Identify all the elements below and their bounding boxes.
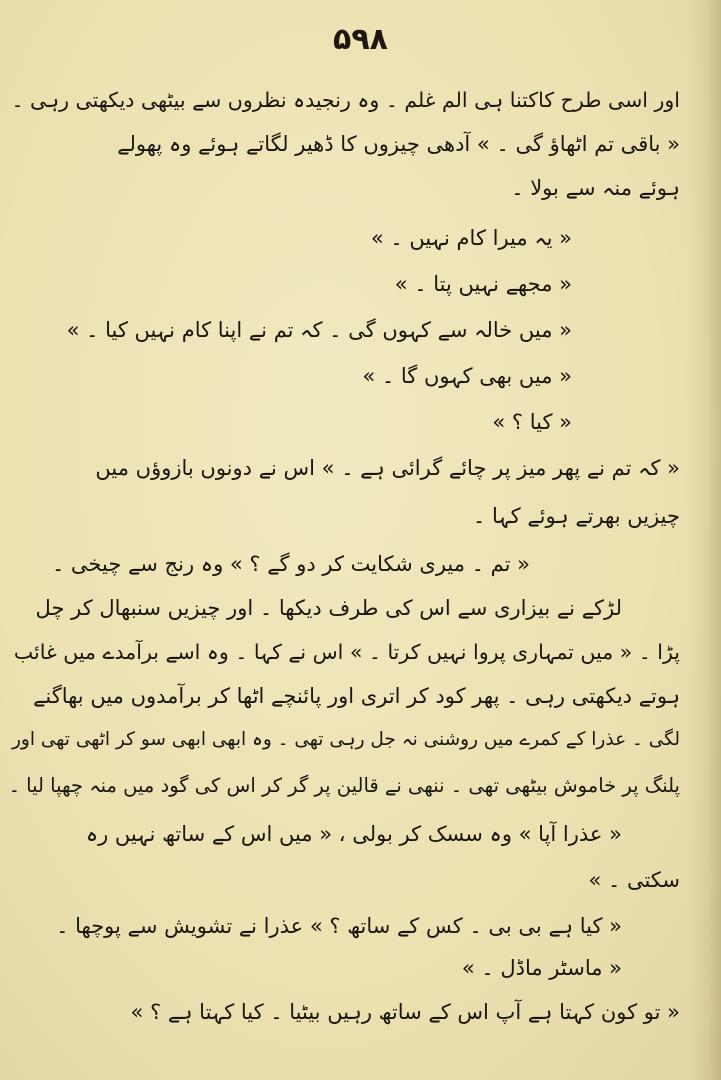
text-line: « تو کون کہتا ہے آپ اس کے ساتھ رہیں بیٹیا ۔ کیا کہتا ہے ؟ » [130, 1000, 680, 1024]
text-line: ہوئے منہ سے بولا ۔ [511, 176, 680, 200]
text-line: « باقی تم اٹھاؤ گی ۔ » آدھی چیزوں کا ڈھیر لگاتے ہوئے وہ پھولے [117, 132, 680, 156]
text-line: « میں بھی کہوں گا ۔ » [362, 364, 572, 388]
text-line: ہوتے دیکھتی رہی ۔ پھر کود کر اتری اور پائنچے اٹھا کر برآمدوں میں بھاگنے [33, 684, 680, 708]
text-line: « مجھے نہیں پتا ۔ » [394, 272, 572, 296]
gutter-shadow [687, 0, 721, 1080]
text-line: « کہ تم نے پھر میز پر چائے گرائی ہے ۔ » اس نے دونوں بازوؤں میں [95, 456, 680, 480]
text-line: « میں خالہ سے کہوں گی ۔ کہ تم نے اپنا کام نہیں کیا ۔ » [66, 318, 572, 342]
text-line: « کیا ؟ » [492, 410, 572, 434]
text-line: اور اسی طرح کاکتنا ہی الم غلم ۔ وہ رنجیدہ نظروں سے بیٹھی دیکھتی رہی ۔ [11, 88, 680, 112]
text-line: « کیا ہے بی بی ۔ کس کے ساتھ ؟ » عذرا نے تشویش سے پوچھا ۔ [56, 914, 622, 938]
text-line: « ماسٹر ماڈل ۔ » [461, 956, 622, 980]
text-line: پلنگ پر خاموش بیٹھی تھی ۔ ننھی نے قالین پر گر کر اس کی گود میں منہ چھپا لیا ۔ [8, 774, 680, 797]
text-line: « تم ۔ میری شکایت کر دو گے ؟ » وہ رنج سے چیخی ۔ [51, 552, 530, 576]
text-line: « یہ میرا کام نہیں ۔ » [370, 226, 572, 250]
text-line: « عذرا آپا » وہ سسک کر بولی ، « میں اس کے ساتھ نہیں رہ [85, 822, 622, 846]
page-number: ۵۹۸ [333, 22, 388, 57]
text-line: سکتی ۔ » [588, 868, 680, 892]
text-line: پڑا ۔ « میں تمہاری پروا نہیں کرتا ۔ » اس نے کہا ۔ وہ اسے برآمدے میں غائب [13, 640, 680, 664]
text-line: لڑکے نے بیزاری سے اس کی طرف دیکھا ۔ اور چیزیں سنبھال کر چل [35, 596, 622, 620]
text-line: چیزیں بھرتے ہوئے کہا ۔ [472, 504, 680, 528]
text-line: لگی ۔ عذرا کے کمرے میں روشنی نہ جل رہی تھی ۔ وہ ابھی ابھی سو کر اٹھی تھی اور [11, 729, 680, 750]
